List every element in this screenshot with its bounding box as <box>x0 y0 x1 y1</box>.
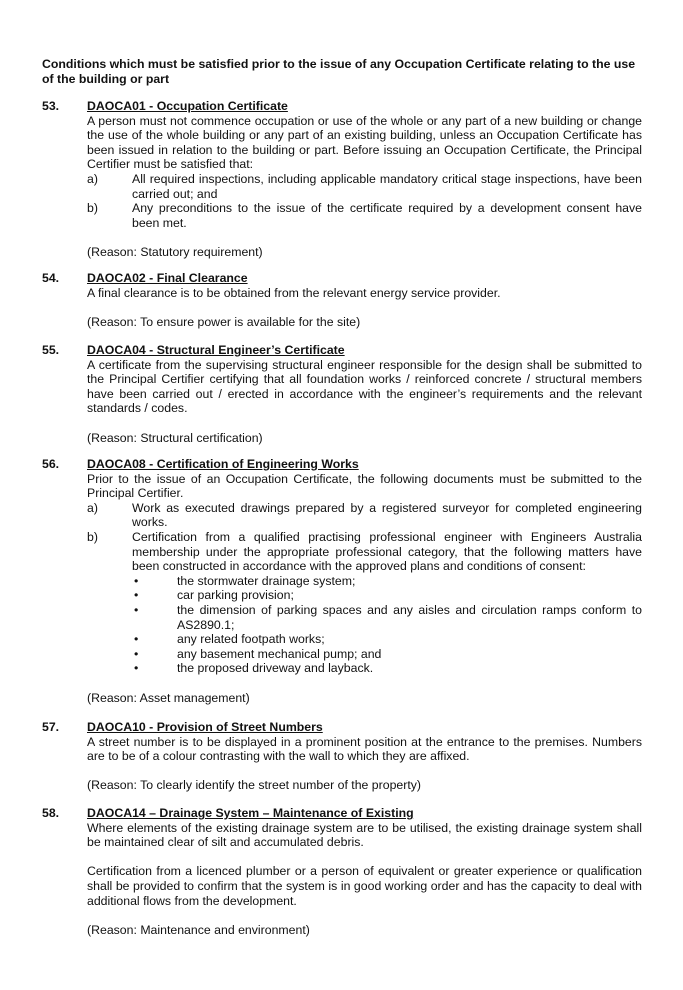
bullet-item <box>132 603 642 632</box>
bullet-icon: • <box>134 573 139 588</box>
condition-text: A certificate from the supervising structural engineer responsible for the design shall be submitted to the Principal Certifier certifying that all foundation works / reinforced concrete / structural members have been carried out / erected in accordance with the engineer’s requirements and the relevant standards / codes. <box>87 357 642 416</box>
condition-reason: (Reason: Statutory requirement) <box>87 244 263 259</box>
bullet-text: the stormwater drainage system; <box>177 573 356 588</box>
list-item <box>87 201 642 230</box>
condition-number: 57. <box>42 720 60 734</box>
bullet-item <box>132 632 642 647</box>
bullet-icon: • <box>134 588 139 603</box>
condition-text: A final clearance is to be obtained from the relevant energy service provider. <box>87 285 501 300</box>
bullet-item <box>132 661 642 676</box>
bullet-text: the proposed driveway and layback. <box>177 661 374 676</box>
condition-number: 56. <box>42 457 60 471</box>
bullet-icon: • <box>134 602 139 617</box>
condition-number: 55. <box>42 343 60 357</box>
condition-title: DAOCA04 - Structural Engineer’s Certificate <box>87 343 345 357</box>
list-item-text: Certification from a qualified practising professional engineer with Engineers Australia membership under the appropriate professional category, that the following matters have been constructed in accordance with the approved plans and conditions of consent: <box>132 529 642 574</box>
list-item-label: a) <box>87 171 98 186</box>
condition-number: 53. <box>42 99 60 113</box>
list-item-label: b) <box>87 201 98 216</box>
bullet-text: any related footpath works; <box>177 632 325 647</box>
condition-text: Where elements of the existing drainage system are to be utilised, the existing drainage system shall be maintained clear of silt and accumulated debris. <box>87 820 642 850</box>
list-item-text: Any preconditions to the issue of the certificate required by a development consent have been met. <box>132 201 642 230</box>
list-item <box>87 172 642 201</box>
condition-57 <box>42 720 642 793</box>
condition-text: Certification from a licenced plumber or a person of equivalent or greater experience or qualification shall be provided to confirm that the system is in good working order and has the capacity to deal with additional flows from the development. <box>87 864 642 908</box>
condition-reason: (Reason: Structural certification) <box>87 430 263 445</box>
condition-reason: (Reason: Asset management) <box>87 690 250 705</box>
list-item <box>87 501 642 530</box>
condition-title: DAOCA14 – Drainage System – Maintenance of Existing <box>87 806 414 820</box>
bullet-item <box>132 588 642 603</box>
condition-title: DAOCA02 - Final Clearance <box>87 271 248 285</box>
condition-56 <box>42 457 642 705</box>
condition-text: A person must not commence occupation or use of the whole or any part of a new building or change the use of the whole building or any part of an existing building, unless an Occupation Certificate has been issued in relation to the building or part. Before issuing an Occupation Certificate, the Principal Certifier must be satisfied that: <box>87 113 642 172</box>
condition-number: 54. <box>42 271 60 285</box>
condition-title: DAOCA10 - Provision of Street Numbers <box>87 720 323 734</box>
list-item <box>87 530 642 676</box>
condition-58 <box>42 806 642 937</box>
list-item-label: b) <box>87 529 98 544</box>
condition-reason: (Reason: Maintenance and environment) <box>87 922 310 937</box>
bullet-icon: • <box>134 661 139 676</box>
condition-number: 58. <box>42 806 60 820</box>
bullet-item <box>132 574 642 589</box>
condition-title: DAOCA01 - Occupation Certificate <box>87 99 288 113</box>
condition-53 <box>42 99 642 260</box>
bullet-item <box>132 647 642 662</box>
list-item-label: a) <box>87 500 98 515</box>
condition-54 <box>42 271 642 329</box>
bullet-text: the dimension of parking spaces and any aisles and circulation ramps conform to AS2890.1; <box>177 602 642 632</box>
condition-text: Prior to the issue of an Occupation Certificate, the following documents must be submitted to the Principal Certifier. <box>87 471 642 501</box>
bullet-icon: • <box>134 646 139 661</box>
bullet-icon: • <box>134 632 139 647</box>
bullet-text: any basement mechanical pump; and <box>177 646 382 661</box>
condition-reason: (Reason: To ensure power is available for the site) <box>87 314 361 329</box>
condition-title: DAOCA08 - Certification of Engineering Works <box>87 457 359 471</box>
section-heading: Conditions which must be satisfied prior to the issue of any Occupation Certificate relating to the use of the building or part <box>42 57 636 86</box>
list-item-text: Work as executed drawings prepared by a registered surveyor for completed engineering works. <box>132 500 642 530</box>
condition-reason: (Reason: To clearly identify the street number of the property) <box>87 778 422 793</box>
condition-text: A street number is to be displayed in a prominent position at the entrance to the premises. Numbers are to be of a colour contrasting with the wall to which they are affixed. <box>87 734 642 764</box>
list-item-text: All required inspections, including applicable mandatory critical stage inspections, have been carried out; and <box>132 171 642 201</box>
condition-55 <box>42 343 642 445</box>
bullet-text: car parking provision; <box>177 588 294 603</box>
